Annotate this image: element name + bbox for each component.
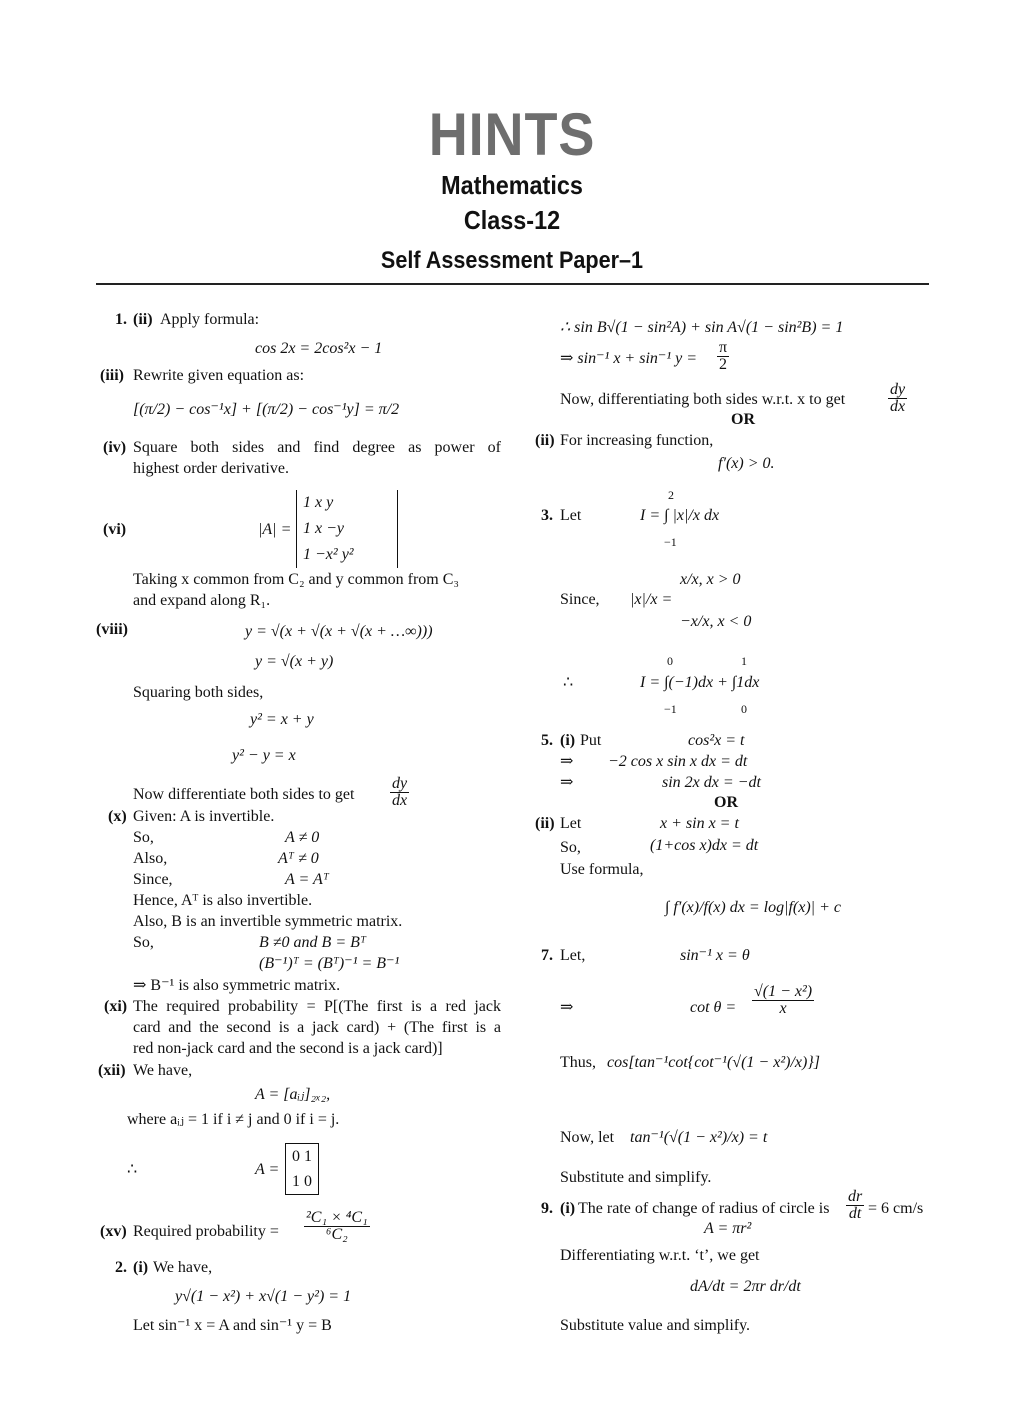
- q1-number: 1.: [115, 311, 127, 328]
- q9-diff: Differentiating w.r.t. ‘t’, we get: [560, 1247, 760, 1264]
- probability-numerator: ²C₁ × ⁴C₁: [306, 1209, 368, 1226]
- matrix-A: [285, 1143, 319, 1195]
- probability-fraction: [304, 1210, 370, 1243]
- q7-now: Now, let: [560, 1129, 615, 1146]
- q7-formula-1: sin⁻¹ x = θ: [680, 947, 750, 964]
- q1-iv-text-1: Square both sides and find degree as power of: [133, 439, 501, 456]
- therefore-symbol-2: ∴: [563, 674, 574, 691]
- q3-lower-limit: −1: [664, 535, 677, 549]
- q7-formula-4: tan⁻¹(√(1 − x²)/x) = t: [630, 1129, 768, 1146]
- q1-x-since: Since,: [133, 871, 173, 888]
- q1-x-so-2: So,: [133, 934, 154, 951]
- q2-i-formula: y√(1 − x²) + x√(1 − y²) = 1: [175, 1288, 352, 1305]
- right-dy: dy: [890, 381, 906, 398]
- q1-x-so-2-formula: B ≠0 and B = Bᵀ: [259, 934, 367, 951]
- page-heading: HINTS: [428, 101, 596, 168]
- q7-thus: Thus,: [560, 1054, 596, 1071]
- q1-vi-text-2: and expand along R₁.: [133, 592, 271, 609]
- pi-numerator: π: [719, 339, 728, 356]
- implies-2: ⇒: [560, 774, 574, 791]
- probability-denominator: ⁶C₂: [325, 1226, 348, 1243]
- q1-viii-formula-2: y = √(x + y): [255, 653, 334, 670]
- dy-dx-fraction: [390, 776, 409, 809]
- implies-3: ⇒: [560, 999, 574, 1016]
- determinant-matrix: [296, 490, 398, 568]
- q9-number: 9.: [541, 1200, 553, 1217]
- q1-iii-formula: [(π/2) − cos⁻¹x] + [(π/2) − cos⁻¹y] = π/2: [133, 401, 400, 418]
- q1-x-since-formula: A = Aᵀ: [285, 871, 329, 888]
- q1-iv-text-2: highest order derivative.: [133, 460, 289, 477]
- q1-x-line-8: ⇒ B⁻¹ is also symmetric matrix.: [133, 977, 341, 994]
- q5-ii-tag: (ii): [535, 815, 555, 832]
- q5-ii-formula-1: x + sin x = t: [660, 815, 739, 832]
- q7-x: x: [779, 1000, 787, 1017]
- q3-abs-fraction: |x|/x =: [630, 591, 673, 608]
- q2-i-line-2: Let sin⁻¹ x = A and sin⁻¹ y = B: [133, 1317, 332, 1334]
- q1-ii-text: Apply formula:: [160, 311, 260, 328]
- q1-vi-text-1: Taking x common from C₂ and y common from C₃: [133, 571, 459, 588]
- class-title: Class-12: [463, 205, 561, 235]
- q2-ii-tag: (ii): [535, 432, 555, 449]
- q5-ii-so: So,: [560, 839, 581, 856]
- q7-number: 7.: [541, 947, 553, 964]
- subject-title: Mathematics: [441, 170, 583, 200]
- q1-iii-text: Rewrite given equation as:: [133, 367, 305, 384]
- q7-cot-fraction: [752, 984, 814, 1017]
- q3-case-1: x/x, x > 0: [680, 571, 741, 588]
- det-row-2: 1 x −y: [303, 520, 344, 537]
- q3-formula-2: I = ∫(−1)dx + ∫1dx: [640, 674, 760, 691]
- q1-xi-line-2: card and the second is a jack card) + (The first is a: [133, 1019, 501, 1036]
- q1-x-line-5: Hence, Aᵀ is also invertible.: [133, 892, 313, 909]
- q3-formula: I = ∫ |x|/x dx: [640, 507, 720, 524]
- q1-xv-tag: (xv): [100, 1223, 127, 1240]
- dy-numerator: dy: [392, 775, 408, 792]
- q9-i-tag: (i): [560, 1200, 576, 1217]
- q5-i-formula-2: −2 cos x sin x dx = dt: [608, 753, 748, 770]
- q1-viii-formula-3: y² = x + y: [250, 711, 314, 728]
- right-formula-1: ∴ sin B√(1 − sin²A) + sin A√(1 − sin²B) = 1: [560, 319, 844, 336]
- two-denominator: 2: [719, 356, 728, 373]
- right-dx: dx: [890, 398, 906, 415]
- matrix-row-1: 0 1: [292, 1148, 312, 1165]
- q1-iv-tag: (iv): [103, 439, 127, 456]
- right-line-3: Now, differentiating both sides w.r.t. x to get: [560, 391, 846, 408]
- det-row-1: 1 x y: [303, 494, 334, 511]
- q1-xi-line-3: red non-jack card and the second is a jack card)]: [133, 1040, 443, 1057]
- dr-dt-fraction: [846, 1189, 864, 1222]
- q2-i-text: We have,: [153, 1259, 213, 1276]
- header-rule: [96, 283, 929, 285]
- q3-upper-limit: 2: [668, 488, 674, 502]
- q9-sub: Substitute value and simplify.: [560, 1317, 751, 1334]
- det-row-3: 1 −x² y²: [303, 546, 354, 563]
- q1-viii-formula-1: y = √(x + √(x + √(x + …∞))): [245, 623, 433, 640]
- int1-upper: 0: [667, 654, 673, 668]
- q3-number: 3.: [541, 507, 553, 524]
- q2-ii-formula: f′(x) > 0.: [718, 455, 775, 472]
- q5-ii-formula-3: ∫ f′(x)/f(x) dx = log|f(x)| + c: [665, 899, 841, 916]
- q1-xii-line-2: where aᵢⱼ = 1 if i ≠ j and 0 if i = j.: [127, 1111, 340, 1128]
- q7-text: Let,: [560, 947, 586, 964]
- q1-xii-A: A =: [255, 1161, 280, 1178]
- q5-i-text: Put: [580, 732, 602, 749]
- q1-x-line-6: Also, B is an invertible symmetric matrix.: [133, 913, 403, 930]
- or-divider-2: OR: [714, 794, 738, 811]
- dt-denominator: dt: [848, 1205, 862, 1222]
- q1-xii-tag: (xii): [98, 1062, 126, 1079]
- q1-vi-tag: (vi): [103, 521, 127, 538]
- q1-x-so: So,: [133, 829, 154, 846]
- q5-ii-formula-2: (1+cos x)dx = dt: [650, 837, 759, 854]
- q7-sub: Substitute and simplify.: [560, 1169, 712, 1186]
- q5-ii-use: Use formula,: [560, 861, 644, 878]
- q1-x-so-formula: A ≠ 0: [285, 829, 320, 846]
- q1-iii-tag: (iii): [100, 367, 124, 384]
- q7-sqrt: √(1 − x²): [754, 983, 813, 1000]
- q7-formula-3: cos[tan⁻¹cot{cot⁻¹(√(1 − x²)/x)}]: [607, 1054, 820, 1071]
- q2-number: 2.: [115, 1259, 127, 1276]
- q1-x-tag: (x): [108, 808, 127, 825]
- q1-viii-tag: (viii): [96, 621, 128, 638]
- q9-i-text: The rate of change of radius of circle is: [578, 1200, 830, 1217]
- q1-viii-formula-4: y² − y = x: [232, 747, 296, 764]
- therefore-symbol: ∴: [127, 1161, 138, 1178]
- right-dy-dx: [888, 382, 907, 415]
- q1-xii-formula-1: A = [aᵢⱼ]₂ₓ₂,: [255, 1086, 331, 1103]
- paper-title: Self Assessment Paper–1: [380, 247, 644, 274]
- q1-viii-text: Squaring both sides,: [133, 684, 264, 701]
- q3-text: Let: [560, 507, 582, 524]
- q5-i-formula-1: cos²x = t: [688, 732, 745, 749]
- q1-x-also: Also,: [133, 850, 168, 867]
- q1-xv-text: Required probability =: [133, 1223, 279, 1240]
- int2-upper: 1: [741, 654, 747, 668]
- q1-xi-line-1: The required probability = P[(The first is a red jack: [133, 998, 501, 1015]
- q2-ii-text: For increasing function,: [560, 432, 714, 449]
- q5-i-tag: (i): [560, 732, 576, 749]
- q5-i-formula-3: sin 2x dx = −dt: [662, 774, 761, 791]
- q9-formula: dA/dt = 2πr dr/dt: [690, 1278, 801, 1295]
- right-formula-2: ⇒ sin⁻¹ x + sin⁻¹ y =: [560, 350, 698, 367]
- q3-case-2: −x/x, x < 0: [680, 613, 752, 630]
- q3-since: Since,: [560, 591, 600, 608]
- q1-ii-formula: cos 2x = 2cos²x − 1: [255, 340, 383, 357]
- or-divider-1: OR: [731, 411, 755, 428]
- q1-ii-tag: (ii): [133, 311, 153, 328]
- dr-numerator: dr: [848, 1188, 863, 1205]
- q9-rate: = 6 cm/s: [868, 1200, 924, 1217]
- q1-xi-tag: (xi): [104, 998, 128, 1015]
- q1-viii-text-2: Now differentiate both sides to get: [133, 786, 355, 803]
- dx-denominator: dx: [392, 792, 408, 809]
- matrix-row-2: 1 0: [292, 1173, 312, 1190]
- q1-xii-text: We have,: [133, 1062, 193, 1079]
- q9-area: A = πr²: [704, 1220, 752, 1237]
- q2-i-tag: (i): [133, 1259, 149, 1276]
- q1-x-also-formula: Aᵀ ≠ 0: [278, 850, 319, 867]
- q1-x-formula-2: (B⁻¹)ᵀ = (Bᵀ)⁻¹ = B⁻¹: [259, 955, 400, 972]
- int2-lower: 0: [741, 702, 747, 716]
- q1-vi-label: |A| =: [258, 521, 292, 538]
- q1-x-line-1: Given: A is invertible.: [133, 808, 275, 825]
- int1-lower: −1: [664, 702, 677, 716]
- q5-number: 5.: [541, 732, 553, 749]
- implies-1: ⇒: [560, 753, 574, 770]
- pi-over-2-fraction: [717, 340, 729, 373]
- q7-formula-2: cot θ =: [690, 999, 737, 1016]
- q5-ii-text: Let: [560, 815, 582, 832]
